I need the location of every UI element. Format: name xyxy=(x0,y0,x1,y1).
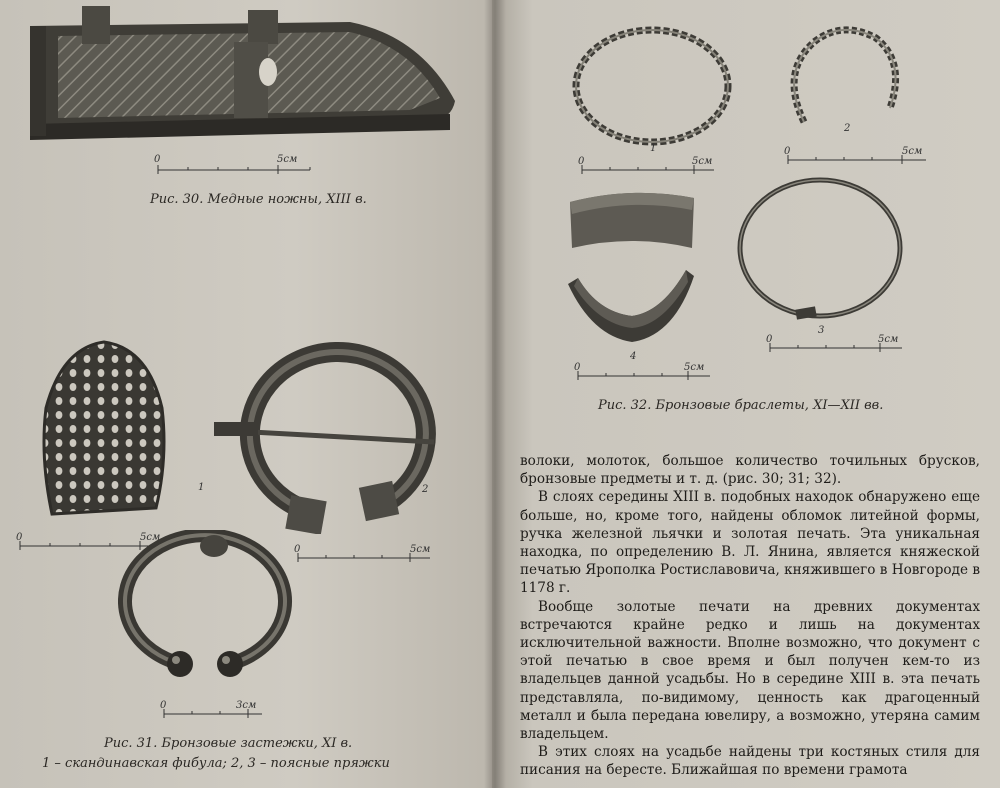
fig32-scale3-zero: 0 xyxy=(766,334,773,345)
fig32-scale1-zero: 0 xyxy=(578,156,585,167)
fig32-scale-bar-4 xyxy=(570,358,720,386)
bracelet-1-image xyxy=(570,22,734,150)
buckle-small-image xyxy=(118,530,294,690)
fig30-caption: Рис. 30. Медные ножны, XIII в. xyxy=(150,192,367,207)
fig32-scale2-label: 5см xyxy=(902,146,923,157)
fig32-number-1-text: 1 xyxy=(650,143,657,154)
body-text xyxy=(520,452,980,780)
fig30-scale-label: 5см xyxy=(277,154,298,165)
fig32-number-2 xyxy=(842,120,854,134)
fig31-number-1-text: 1 xyxy=(198,482,205,493)
fig31-scale2-label: 5см xyxy=(410,544,431,555)
fig31-number-2 xyxy=(420,480,434,496)
paragraph-3: Вообще золотые печати на древних документах встречаются крайне редко и лишь на документах исключительной важности. Вполне возможно, что документ с этой печатью в свое время и был получен кем-то из владельцев данной усадьбы. Но в середине XIII в. эта печать представляла, по-видимому, ценность как драгоценный металл и была передана ювелиру, а возможно, утеряна самим владельцем. xyxy=(520,598,980,743)
paragraph-1: волоки, молоток, большое количество точильных брусков, бронзовые предметы и т. д. (рис. 30; 31; 32). xyxy=(520,453,980,488)
fig32-scale4-zero: 0 xyxy=(574,362,581,373)
bracelet-4-image xyxy=(562,186,702,350)
fig31-scale1-zero: 0 xyxy=(16,532,23,543)
fig31-scale1-label: 5см xyxy=(140,532,161,543)
fig32-scale2-zero: 0 xyxy=(784,146,791,157)
fig30-scale-zero: 0 xyxy=(154,154,161,165)
fig31-number-2-text: 2 xyxy=(422,484,429,495)
fig31-scale-bar-2 xyxy=(290,540,440,568)
bracelet-2-image xyxy=(780,22,906,134)
fig32-caption: Рис. 32. Бронзовые браслеты, XI—XII вв. xyxy=(598,398,884,413)
fig32-scale3-label: 5см xyxy=(878,334,899,345)
fig31-scale3-zero: 0 xyxy=(160,700,167,711)
paragraph-2: В слоях середины XIII в. подобных находок обнаружено еще больше, но, кроме того, найдены обломок литейной формы, ручка железной льячки и золотая печать. Эта уникальная находка, по определению В. Л. Янина, является княжеской печатью Ярополка Ростиславовича, княжившего в Новгороде в 1178 г. xyxy=(520,489,981,597)
fig32-scale-bar-1 xyxy=(574,152,724,180)
fig32-scale-bar-3 xyxy=(762,330,922,358)
fig32-number-3-text: 3 xyxy=(818,325,825,336)
fig32-scale4-label: 5см xyxy=(684,362,705,373)
fig31-caption-line1: Рис. 31. Бронзовые застежки, XI в. xyxy=(104,736,353,751)
fig30-scale-bar xyxy=(150,150,320,182)
fibula-image xyxy=(38,338,170,518)
fig31-scale3-label: 3см xyxy=(236,700,257,711)
fig31-caption-line2: 1 – скандинавская фибула; 2, 3 – поясные пряжки xyxy=(42,756,390,771)
book-gutter xyxy=(484,0,506,788)
fig31-scale2-zero: 0 xyxy=(294,544,301,555)
buckle-large-image xyxy=(212,338,438,534)
fig32-number-4-text: 4 xyxy=(630,351,637,362)
fig32-scale1-label: 5см xyxy=(692,156,713,167)
fig32-scale-bar-2 xyxy=(780,142,940,170)
paragraph-4: В этих слоях на усадьбе найдены три костяных стиля для писания на бересте. Ближайшая по времени грамота xyxy=(520,744,980,779)
scabbard-image xyxy=(20,6,465,146)
fig32-number-2-text: 2 xyxy=(844,123,851,134)
fig31-scale-bar-3 xyxy=(156,696,276,724)
fig31-number-1 xyxy=(196,478,210,494)
bracelet-3-image xyxy=(732,172,908,324)
